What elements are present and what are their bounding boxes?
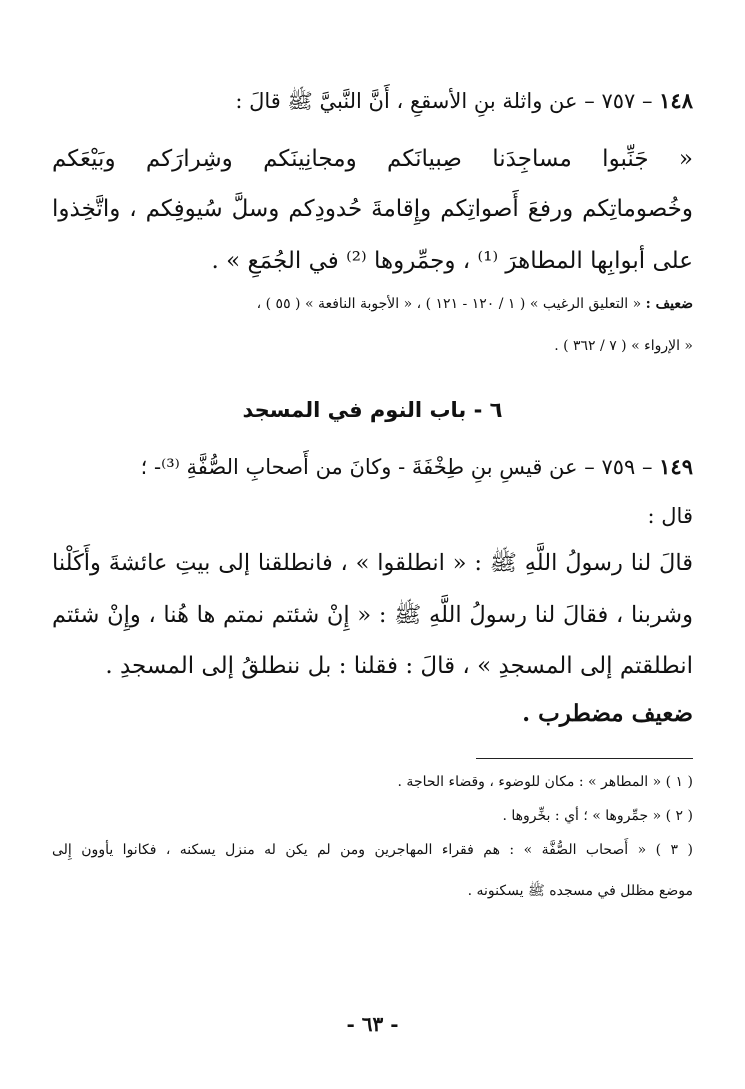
footnote-3-continued: موضع مظلل في مسجده ﷺ يسكنونه . bbox=[467, 883, 693, 899]
hadith-148-number: ١٤٨ bbox=[659, 88, 693, 113]
hadith-148-grade-sources: « التعليق الرغيب » ( ١ / ١٢٠ - ١٢١ ) ، « الأجوبة النافعة » ( ٥٥ ) ، bbox=[256, 296, 642, 312]
hadith-148-grade-line-1 bbox=[52, 296, 693, 312]
hadith-148-intro: عن واثلة بنِ الأسقعِ ، أَنَّ النَّبيَّ ﷺ قالَ : bbox=[235, 89, 578, 113]
hadith-148-line-1: « جَنِّبوا مساجِدَنا صِبيانَكم ومجانِينَكم وشِرارَكم وبَيْعَكم bbox=[52, 146, 693, 172]
hadith-149-qala: قال : bbox=[647, 504, 693, 528]
footnote-separator bbox=[476, 758, 693, 759]
hadith-148-heading: ١٤٨ – ٧٥٧ – عن واثلة بنِ الأسقعِ ، أَنَّ النَّبيَّ ﷺ قالَ : bbox=[235, 88, 693, 113]
hadith-149-sub-number: ٧٥٩ bbox=[601, 455, 636, 479]
hadith-149-line-3: انطلقتم إلى المسجدِ » ، قالَ : فقلنا : بل ننطلقُ إلى المسجدِ . bbox=[105, 653, 693, 679]
hadith-148-sub-number: ٧٥٧ bbox=[601, 89, 636, 113]
footnote-2: ( ٢ ) « جمِّروها » ؛ أي : بخِّروها . bbox=[502, 808, 693, 824]
footnote-1: ( ١ ) « المطاهر » : مكان للوضوء ، وقضاء الحاجة . bbox=[397, 774, 693, 790]
hadith-149-line-1: قالَ لنا رسولُ اللَّهِ ﷺ : « انطلقوا » ، فانطلقنا إلى بيتِ عائشةَ وأَكَلْنا bbox=[52, 550, 693, 576]
footnote-3: ( ٣ ) « أَصحاب الصُّفَّة » : هم فقراء المهاجرين ومن لم يكن له منزل يسكنه ، فكانوا يأوون إِلى bbox=[52, 842, 693, 858]
hadith-148-grade-label: ضعيف : bbox=[645, 296, 693, 312]
hadith-149-line-2: وشربنا ، فقالَ لنا رسولُ اللَّهِ ﷺ : « إِنْ شئتم نمتم ها هُنا ، وإِنْ شئتم bbox=[52, 602, 693, 628]
hadith-149-heading: ١٤٩ – ٧٥٩ – عن قيسِ بنِ طِخْفَةَ - وكانَ من أَصحابِ الصُّفَّةِ ⁽³⁾- ؛ bbox=[140, 454, 693, 479]
chapter-title: ٦ - باب النوم في المسجد bbox=[242, 398, 503, 422]
hadith-149-number: ١٤٩ bbox=[659, 454, 693, 479]
hadith-148-grade-line-2: « الإرواء » ( ٧ / ٣٦٢ ) . bbox=[554, 338, 693, 354]
page-number: - ٦٣ - bbox=[346, 1012, 399, 1036]
hadith-148-line-3: على أبوابِها المطاهرَ ⁽¹⁾ ، وجمِّروها ⁽²⁾ في الجُمَعِ » . bbox=[211, 248, 693, 274]
hadith-149-intro: عن قيسِ بنِ طِخْفَةَ - وكانَ من أَصحابِ الصُّفَّةِ ⁽³⁾- ؛ bbox=[140, 455, 578, 479]
hadith-148-line-2: وخُصوماتِكم ورفعَ أَصواتِكم وإِقامةَ حُدودِكم وسلَّ سُيوفِكم ، واتَّخِذوا bbox=[52, 196, 693, 222]
hadith-149-grade: ضعيف مضطرب . bbox=[522, 700, 693, 727]
